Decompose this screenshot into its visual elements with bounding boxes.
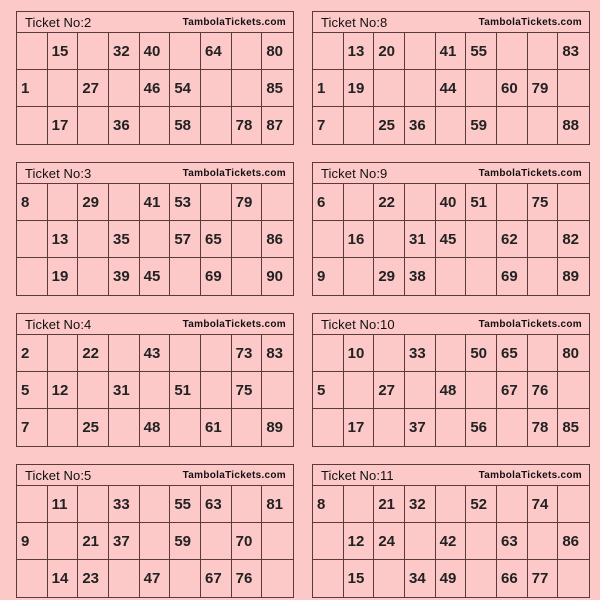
ticket-cell: 56 <box>466 409 497 446</box>
ticket-cell: 76 <box>232 560 263 597</box>
ticket-cell <box>344 107 375 144</box>
ticket-cell: 63 <box>201 486 232 523</box>
ticket-cell: 13 <box>344 33 375 70</box>
ticket-cell: 22 <box>374 184 405 221</box>
ticket-cell <box>78 107 109 144</box>
ticket-cell: 48 <box>140 409 171 446</box>
ticket-cell <box>201 70 232 107</box>
ticket-cell: 40 <box>436 184 467 221</box>
ticket-cell: 33 <box>405 335 436 372</box>
ticket-cell <box>232 70 263 107</box>
ticket-cell <box>313 409 344 446</box>
ticket-cell: 81 <box>262 486 293 523</box>
ticket-cell <box>109 335 140 372</box>
brand-label: TambolaTickets.com <box>182 318 286 330</box>
ticket-cell: 39 <box>109 258 140 295</box>
ticket-cell: 90 <box>266 268 284 285</box>
ticket-cell: 48 <box>436 372 467 409</box>
ticket-grid <box>313 486 589 597</box>
ticket-cell <box>497 486 528 523</box>
ticket-cell <box>374 70 405 107</box>
ticket-cell: 9 <box>313 258 344 295</box>
ticket-cell: 66 <box>497 560 528 597</box>
ticket-cell <box>109 70 140 107</box>
ticket-cell: 78 <box>528 409 559 446</box>
ticket-cell <box>436 107 467 144</box>
ticket-cell: 69 <box>201 258 232 295</box>
ticket-cell: 37 <box>109 523 140 560</box>
ticket-cell: 6 <box>313 184 344 221</box>
ticket-cell: 83 <box>262 335 293 372</box>
ticket-cell: 44 <box>436 70 467 107</box>
ticket-cell <box>436 335 467 372</box>
ticket-cell: 16 <box>344 221 375 258</box>
ticket-cell <box>48 409 79 446</box>
ticket-cell: 41 <box>140 184 171 221</box>
ticket-grid <box>17 486 293 597</box>
ticket-cell <box>313 335 344 372</box>
ticket-cell <box>374 560 405 597</box>
ticket-cell <box>140 486 171 523</box>
ticket-cell: 85 <box>562 419 580 436</box>
ticket-cell: 36 <box>405 107 436 144</box>
ticket-cell: 32 <box>109 33 140 70</box>
ticket-cell: 70 <box>232 523 263 560</box>
ticket-cell: 8 <box>17 184 48 221</box>
ticket-cell: 75 <box>232 372 263 409</box>
ticket-cell: 10 <box>344 335 375 372</box>
ticket-cell <box>78 372 109 409</box>
ticket-cell <box>344 258 375 295</box>
ticket-cell: 46 <box>140 70 171 107</box>
ticket-cell <box>78 33 109 70</box>
ticket-cell: 57 <box>170 221 201 258</box>
ticket-cell: 12 <box>344 523 375 560</box>
ticket-cell <box>109 560 140 597</box>
ticket-cell: 15 <box>344 560 375 597</box>
ticket-cell <box>374 409 405 446</box>
ticket-cell <box>140 372 171 409</box>
ticket-grid <box>313 335 589 446</box>
ticket-cell: 24 <box>374 523 405 560</box>
ticket-cell: 55 <box>170 486 201 523</box>
ticket-cell <box>466 523 497 560</box>
ticket-cell: 8 <box>313 486 344 523</box>
ticket-cell <box>140 107 171 144</box>
ticket-cell <box>466 70 497 107</box>
ticket-cell: 29 <box>78 184 109 221</box>
ticket-title: Ticket No:8 <box>321 14 388 30</box>
ticket-cell <box>109 409 140 446</box>
ticket-cell: 83 <box>558 33 589 70</box>
ticket-cell: 41 <box>436 33 467 70</box>
ticket-cell: 59 <box>170 523 201 560</box>
ticket-cell <box>201 523 232 560</box>
ticket-cell: 89 <box>562 268 580 285</box>
brand-label: TambolaTickets.com <box>478 318 582 330</box>
ticket-cell: 38 <box>405 258 436 295</box>
ticket-cell <box>528 335 559 372</box>
ticket-cell <box>201 184 232 221</box>
ticket-cell <box>78 258 109 295</box>
ticket-cell <box>262 372 293 409</box>
ticket-cell: 14 <box>48 560 79 597</box>
ticket-cell <box>232 258 263 295</box>
ticket-cell: 79 <box>232 184 263 221</box>
ticket-cell: 85 <box>262 70 293 107</box>
ticket-title: Ticket No:9 <box>321 165 388 181</box>
ticket-cell: 20 <box>374 33 405 70</box>
ticket-cell <box>262 560 293 597</box>
ticket-cell: 21 <box>374 486 405 523</box>
ticket-cell <box>558 560 589 597</box>
ticket-cell: 27 <box>78 70 109 107</box>
ticket-cell: 82 <box>558 221 589 258</box>
ticket-cell <box>466 258 497 295</box>
ticket-cell: 42 <box>436 523 467 560</box>
ticket-cell <box>528 107 559 144</box>
ticket-header <box>313 12 589 33</box>
ticket-cell <box>17 107 48 144</box>
ticket-grid <box>313 33 589 144</box>
ticket-cell: 86 <box>262 221 293 258</box>
ticket-cell <box>17 486 48 523</box>
ticket-cell: 27 <box>374 372 405 409</box>
ticket-cell <box>558 70 589 107</box>
ticket-grid <box>17 184 293 295</box>
brand-label: TambolaTickets.com <box>182 167 286 179</box>
ticket-header <box>17 163 293 184</box>
brand-label: TambolaTickets.com <box>182 16 286 28</box>
ticket-cell: 50 <box>466 335 497 372</box>
ticket-title: Ticket No:11 <box>321 467 394 483</box>
ticket-cell: 17 <box>344 409 375 446</box>
ticket-cell <box>109 184 140 221</box>
ticket-cell <box>78 221 109 258</box>
ticket-cell: 87 <box>266 117 284 134</box>
ticket-cell: 35 <box>109 221 140 258</box>
ticket-cell: 80 <box>262 33 293 70</box>
ticket-cell <box>528 523 559 560</box>
ticket-cell <box>201 372 232 409</box>
ticket-cell <box>558 486 589 523</box>
ticket-cell: 88 <box>562 117 580 134</box>
ticket-title: Ticket No:4 <box>25 316 92 332</box>
ticket-cell <box>528 33 559 70</box>
ticket-cell: 15 <box>48 33 79 70</box>
ticket-cell <box>344 372 375 409</box>
ticket-cell <box>17 33 48 70</box>
brand-label: TambolaTickets.com <box>182 469 286 481</box>
ticket-cell <box>436 486 467 523</box>
ticket-cell: 7 <box>17 409 48 446</box>
ticket-cell <box>374 221 405 258</box>
ticket-cell: 25 <box>78 409 109 446</box>
ticket-cell: 31 <box>109 372 140 409</box>
ticket-cell <box>140 523 171 560</box>
ticket-cell <box>528 221 559 258</box>
ticket-cell <box>313 33 344 70</box>
ticket-card <box>312 162 590 296</box>
ticket-cell: 45 <box>436 221 467 258</box>
ticket-card <box>16 313 294 447</box>
ticket-cell: 65 <box>497 335 528 372</box>
ticket-cell: 79 <box>528 70 559 107</box>
ticket-card <box>16 11 294 145</box>
ticket-cell <box>558 184 589 221</box>
ticket-cell: 59 <box>466 107 497 144</box>
ticket-cell: 89 <box>266 419 284 436</box>
ticket-header <box>17 465 293 486</box>
ticket-cell: 31 <box>405 221 436 258</box>
ticket-cell <box>497 107 528 144</box>
ticket-cell: 54 <box>170 70 201 107</box>
ticket-cell <box>466 221 497 258</box>
ticket-cell <box>497 409 528 446</box>
ticket-cell: 74 <box>528 486 559 523</box>
ticket-cell <box>140 221 171 258</box>
ticket-cell: 17 <box>48 107 79 144</box>
ticket-cell: 1 <box>313 70 344 107</box>
ticket-cell: 45 <box>140 258 171 295</box>
ticket-cell: 64 <box>201 33 232 70</box>
ticket-card <box>312 464 590 598</box>
ticket-card <box>312 11 590 145</box>
ticket-cell: 51 <box>170 372 201 409</box>
ticket-cell <box>405 523 436 560</box>
ticket-cell: 7 <box>313 107 344 144</box>
ticket-header <box>313 163 589 184</box>
ticket-cell <box>344 486 375 523</box>
ticket-cell <box>528 258 559 295</box>
ticket-cell: 62 <box>497 221 528 258</box>
ticket-cell: 5 <box>313 372 344 409</box>
ticket-cell: 77 <box>528 560 559 597</box>
ticket-grid <box>313 184 589 295</box>
ticket-cell <box>78 486 109 523</box>
ticket-cell: 1 <box>17 70 48 107</box>
ticket-cell: 19 <box>48 258 79 295</box>
ticket-cell <box>48 184 79 221</box>
ticket-cell: 60 <box>497 70 528 107</box>
ticket-cell: 67 <box>201 560 232 597</box>
ticket-cell: 11 <box>48 486 79 523</box>
ticket-cell <box>17 258 48 295</box>
ticket-cell <box>48 335 79 372</box>
ticket-cell: 22 <box>78 335 109 372</box>
ticket-cell <box>466 560 497 597</box>
ticket-cell: 76 <box>528 372 559 409</box>
ticket-cell: 61 <box>201 409 232 446</box>
ticket-cell <box>262 184 293 221</box>
ticket-cell: 40 <box>140 33 171 70</box>
ticket-cell: 2 <box>17 335 48 372</box>
ticket-cell <box>497 184 528 221</box>
ticket-title: Ticket No:10 <box>321 316 395 332</box>
ticket-cell: 53 <box>170 184 201 221</box>
brand-label: TambolaTickets.com <box>478 167 582 179</box>
ticket-cell: 73 <box>232 335 263 372</box>
ticket-header <box>17 12 293 33</box>
ticket-cell <box>232 221 263 258</box>
ticket-cell: 86 <box>558 523 589 560</box>
ticket-header <box>313 465 589 486</box>
ticket-cell <box>405 70 436 107</box>
ticket-cell: 49 <box>436 560 467 597</box>
ticket-cell: 23 <box>78 560 109 597</box>
ticket-cell <box>232 486 263 523</box>
ticket-cell: 80 <box>558 335 589 372</box>
brand-label: TambolaTickets.com <box>478 469 582 481</box>
ticket-cell <box>313 560 344 597</box>
ticket-title: Ticket No:5 <box>25 467 92 483</box>
ticket-cell: 69 <box>497 258 528 295</box>
ticket-cell <box>17 221 48 258</box>
ticket-card <box>312 313 590 447</box>
ticket-cell <box>405 33 436 70</box>
ticket-cell <box>466 372 497 409</box>
ticket-cell: 21 <box>78 523 109 560</box>
ticket-cell <box>436 258 467 295</box>
ticket-cell <box>170 409 201 446</box>
ticket-header <box>313 314 589 335</box>
ticket-cell: 5 <box>17 372 48 409</box>
brand-label: TambolaTickets.com <box>478 16 582 28</box>
ticket-cell: 78 <box>232 107 263 144</box>
ticket-cell <box>201 107 232 144</box>
ticket-cell: 52 <box>466 486 497 523</box>
ticket-cell: 19 <box>344 70 375 107</box>
ticket-cell: 33 <box>109 486 140 523</box>
ticket-cell <box>497 33 528 70</box>
ticket-cell: 51 <box>466 184 497 221</box>
ticket-cell: 25 <box>374 107 405 144</box>
ticket-cell <box>405 184 436 221</box>
ticket-cell: 67 <box>497 372 528 409</box>
ticket-card <box>16 162 294 296</box>
ticket-cell: 75 <box>528 184 559 221</box>
ticket-cell: 13 <box>48 221 79 258</box>
ticket-cell <box>48 523 79 560</box>
ticket-cell: 12 <box>48 372 79 409</box>
ticket-grid <box>17 335 293 446</box>
ticket-title: Ticket No:3 <box>25 165 92 181</box>
ticket-cell: 47 <box>140 560 171 597</box>
ticket-cell: 9 <box>17 523 48 560</box>
ticket-cell: 43 <box>140 335 171 372</box>
ticket-cell <box>48 70 79 107</box>
ticket-cell <box>313 221 344 258</box>
ticket-cell <box>313 523 344 560</box>
ticket-cell <box>201 335 232 372</box>
ticket-cell: 58 <box>170 107 201 144</box>
ticket-title: Ticket No:2 <box>25 14 92 30</box>
ticket-cell <box>170 258 201 295</box>
ticket-cell: 32 <box>405 486 436 523</box>
ticket-cell <box>436 409 467 446</box>
ticket-cell: 63 <box>497 523 528 560</box>
ticket-cell <box>262 523 293 560</box>
ticket-cell: 65 <box>201 221 232 258</box>
ticket-card <box>16 464 294 598</box>
ticket-cell: 34 <box>405 560 436 597</box>
ticket-cell <box>344 184 375 221</box>
ticket-cell <box>232 33 263 70</box>
ticket-cell <box>405 372 436 409</box>
ticket-cell <box>17 560 48 597</box>
ticket-cell <box>170 560 201 597</box>
ticket-cell <box>170 33 201 70</box>
ticket-header <box>17 314 293 335</box>
ticket-grid <box>17 33 293 144</box>
ticket-cell: 29 <box>374 258 405 295</box>
ticket-cell <box>170 335 201 372</box>
ticket-cell: 37 <box>405 409 436 446</box>
ticket-cell <box>374 335 405 372</box>
ticket-cell <box>232 409 263 446</box>
ticket-cell: 55 <box>466 33 497 70</box>
ticket-cell <box>558 372 589 409</box>
ticket-cell: 36 <box>109 107 140 144</box>
